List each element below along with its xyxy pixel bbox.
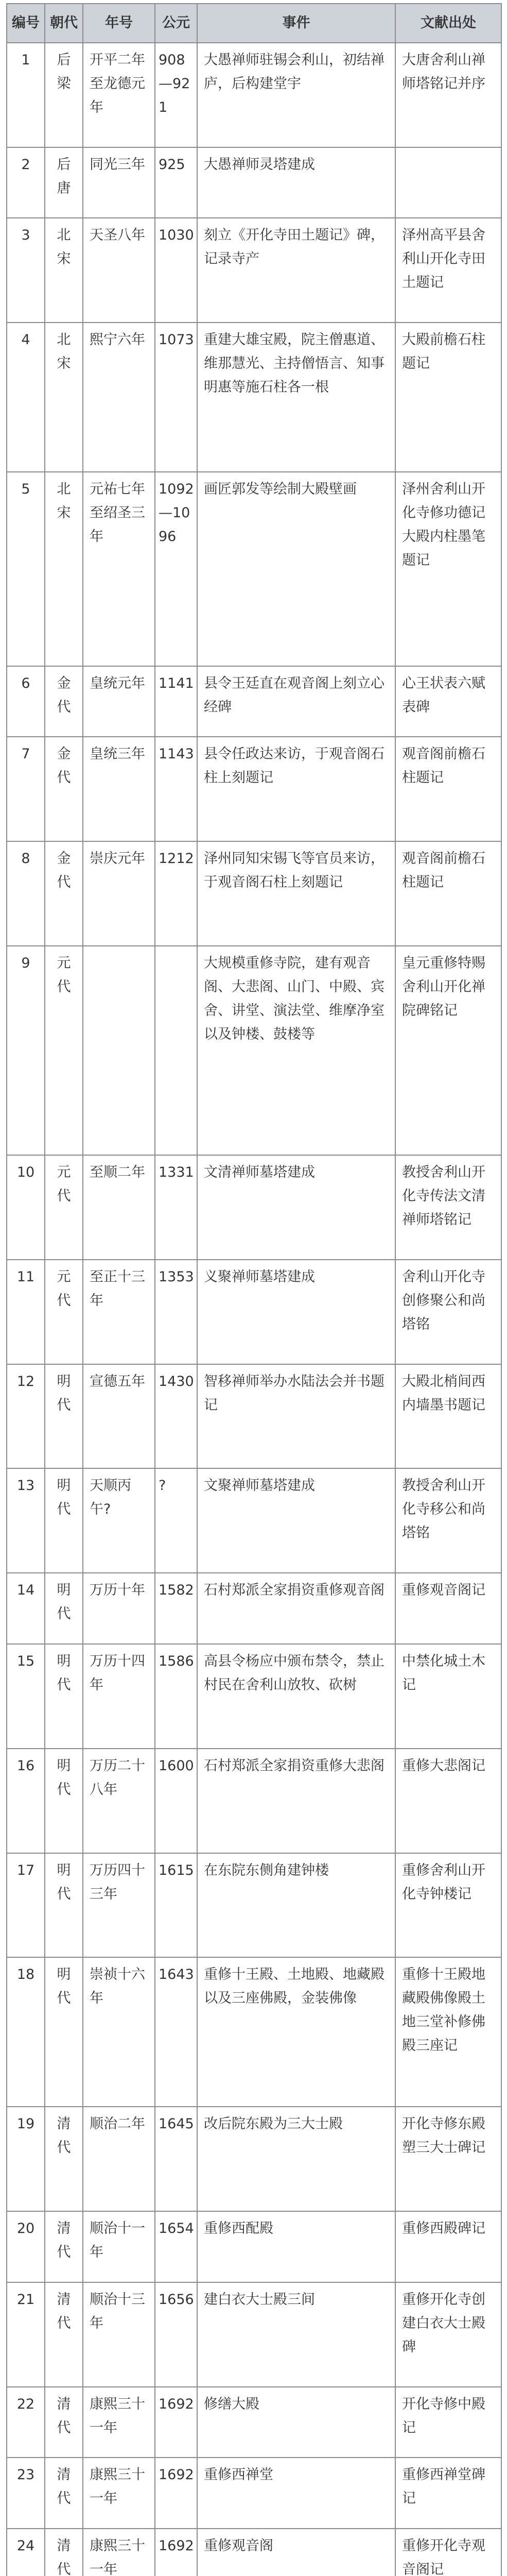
cell-dynasty: 明代 bbox=[45, 1573, 83, 1644]
cell-event: 文聚禅师墓塔建成 bbox=[197, 1468, 395, 1573]
cell-source: 教授舍利山开化寺移公和尚塔铭 bbox=[395, 1468, 501, 1573]
cell-source: 教授舍利山开化寺传法文清禅师塔铭记 bbox=[395, 1155, 501, 1260]
cell-dynasty: 明代 bbox=[45, 1468, 83, 1573]
table-row bbox=[7, 2529, 501, 2576]
cell-event: 县令王廷直在观音阁上刻立心经碑 bbox=[197, 666, 395, 737]
cell-year: 1073 bbox=[155, 323, 197, 472]
cell-era: 熙宁六年 bbox=[83, 323, 155, 472]
cell-source: 心王状表六赋表碑 bbox=[395, 666, 501, 737]
cell-era: 顺治十三年 bbox=[83, 2282, 155, 2387]
table-body bbox=[7, 43, 501, 2576]
cell-source: 重修西禅堂碑记 bbox=[395, 2458, 501, 2529]
cell-source: 舍利山开化寺创修聚公和尚塔铭 bbox=[395, 1260, 501, 1364]
table-row bbox=[7, 1853, 501, 1958]
cell-source: 重修十王殿地藏殿佛像殿土地三堂补修佛殿三座记 bbox=[395, 1957, 501, 2107]
cell-dynasty: 北宋 bbox=[45, 218, 83, 323]
cell-dynasty: 元代 bbox=[45, 1155, 83, 1260]
table-row bbox=[7, 1957, 501, 2107]
cell-no: 24 bbox=[7, 2529, 45, 2576]
cell-source: 观音阁前檐石柱题记 bbox=[395, 841, 501, 946]
table-row bbox=[7, 218, 501, 323]
cell-year: 1654 bbox=[155, 2211, 197, 2282]
cell-year: 925 bbox=[155, 147, 197, 218]
header-row bbox=[7, 4, 501, 43]
cell-event: 泽州同知宋锡飞等官员来访，于观音阁石柱上刻题记 bbox=[197, 841, 395, 946]
cell-dynasty: 金代 bbox=[45, 666, 83, 737]
header-dynasty: 朝代 bbox=[45, 4, 83, 43]
cell-era: 宣德五年 bbox=[83, 1364, 155, 1469]
cell-year: 1430 bbox=[155, 1364, 197, 1469]
table-row bbox=[7, 43, 501, 147]
cell-source: 重修开化寺创建白衣大士殿碑 bbox=[395, 2282, 501, 2387]
cell-year: 1643 bbox=[155, 1957, 197, 2107]
cell-no: 2 bbox=[7, 147, 45, 218]
cell-event: 修缮大殿 bbox=[197, 2387, 395, 2458]
table-row bbox=[7, 2387, 501, 2458]
table-row bbox=[7, 1644, 501, 1749]
cell-event: 重修西禅堂 bbox=[197, 2458, 395, 2529]
cell-source: 开化寺修中殿记 bbox=[395, 2387, 501, 2458]
cell-event: 智移禅师举办水陆法会并书题记 bbox=[197, 1364, 395, 1469]
cell-source: 重修西殿碑记 bbox=[395, 2211, 501, 2282]
cell-event: 石村郑派全家捐资重修观音阁 bbox=[197, 1573, 395, 1644]
cell-no: 13 bbox=[7, 1468, 45, 1573]
cell-dynasty: 金代 bbox=[45, 737, 83, 841]
table-row bbox=[7, 1573, 501, 1644]
cell-source: 中禁化城土木记 bbox=[395, 1644, 501, 1749]
cell-era: 皇统元年 bbox=[83, 666, 155, 737]
cell-event: 县令任政达来访，于观音阁石柱上刻题记 bbox=[197, 737, 395, 841]
cell-era: 万历四十三年 bbox=[83, 1853, 155, 1958]
cell-no: 15 bbox=[7, 1644, 45, 1749]
header-source: 文献出处 bbox=[395, 4, 501, 43]
cell-era: 康熙三十一年 bbox=[83, 2529, 155, 2576]
cell-dynasty: 清代 bbox=[45, 2458, 83, 2529]
cell-no: 5 bbox=[7, 472, 45, 666]
cell-no: 3 bbox=[7, 218, 45, 323]
cell-year: 1600 bbox=[155, 1749, 197, 1853]
table-row bbox=[7, 2458, 501, 2529]
table-row bbox=[7, 472, 501, 666]
cell-no: 19 bbox=[7, 2107, 45, 2211]
cell-year: 908—921 bbox=[155, 43, 197, 147]
cell-year: 1331 bbox=[155, 1155, 197, 1260]
cell-era: 天圣八年 bbox=[83, 218, 155, 323]
cell-year: 1582 bbox=[155, 1573, 197, 1644]
cell-era: 至顺二年 bbox=[83, 1155, 155, 1260]
cell-event: 在东院东侧角建钟楼 bbox=[197, 1853, 395, 1958]
table-row bbox=[7, 1155, 501, 1260]
cell-dynasty: 金代 bbox=[45, 841, 83, 946]
cell-source: 重修观音阁记 bbox=[395, 1573, 501, 1644]
cell-dynasty: 后唐 bbox=[45, 147, 83, 218]
cell-source: 重修开化寺观音阁记 bbox=[395, 2529, 501, 2576]
cell-no: 9 bbox=[7, 946, 45, 1155]
cell-era: 开平二年至龙德元年 bbox=[83, 43, 155, 147]
cell-source: 大殿前檐石柱题记 bbox=[395, 323, 501, 472]
table-row bbox=[7, 1364, 501, 1469]
cell-event: 改后院东殿为三大士殿 bbox=[197, 2107, 395, 2211]
cell-event: 重修西配殿 bbox=[197, 2211, 395, 2282]
cell-no: 17 bbox=[7, 1853, 45, 1958]
cell-no: 14 bbox=[7, 1573, 45, 1644]
cell-year: 1353 bbox=[155, 1260, 197, 1364]
cell-year: 1615 bbox=[155, 1853, 197, 1958]
cell-dynasty: 清代 bbox=[45, 2529, 83, 2576]
cell-event: 建白衣大士殿三间 bbox=[197, 2282, 395, 2387]
cell-dynasty: 元代 bbox=[45, 1260, 83, 1364]
cell-year: 1656 bbox=[155, 2282, 197, 2387]
cell-no: 12 bbox=[7, 1364, 45, 1469]
cell-year: 1645 bbox=[155, 2107, 197, 2211]
table-row bbox=[7, 737, 501, 841]
table-header bbox=[7, 4, 501, 43]
cell-event: 大愚禅师灵塔建成 bbox=[197, 147, 395, 218]
cell-no: 8 bbox=[7, 841, 45, 946]
cell-dynasty: 明代 bbox=[45, 1749, 83, 1853]
cell-era: 万历十年 bbox=[83, 1573, 155, 1644]
cell-dynasty: 清代 bbox=[45, 2107, 83, 2211]
cell-no: 7 bbox=[7, 737, 45, 841]
cell-source: 观音阁前檐石柱题记 bbox=[395, 737, 501, 841]
cell-era: 皇统三年 bbox=[83, 737, 155, 841]
cell-event: 画匠郭发等绘制大殿壁画 bbox=[197, 472, 395, 666]
cell-year: 1212 bbox=[155, 841, 197, 946]
cell-event: 重建大雄宝殿，院主僧惠道、维那慧光、主持僧悟言、知事明惠等施石柱各一根 bbox=[197, 323, 395, 472]
cell-era: 康熙三十一年 bbox=[83, 2387, 155, 2458]
cell-no: 11 bbox=[7, 1260, 45, 1364]
cell-event: 刻立《开化寺田土题记》碑，记录寺产 bbox=[197, 218, 395, 323]
cell-dynasty: 明代 bbox=[45, 1957, 83, 2107]
cell-era: 元祐七年至绍圣三年 bbox=[83, 472, 155, 666]
cell-dynasty: 北宋 bbox=[45, 323, 83, 472]
cell-no: 22 bbox=[7, 2387, 45, 2458]
cell-dynasty: 明代 bbox=[45, 1364, 83, 1469]
history-table bbox=[6, 3, 502, 2576]
table-row bbox=[7, 2282, 501, 2387]
cell-source: 泽州舍利山开化寺修功德记 大殿内柱墨笔题记 bbox=[395, 472, 501, 666]
header-no: 编号 bbox=[7, 4, 45, 43]
cell-source: 大殿北梢间西内墙墨书题记 bbox=[395, 1364, 501, 1469]
table-row bbox=[7, 323, 501, 472]
cell-source bbox=[395, 147, 501, 218]
cell-era: 顺治二年 bbox=[83, 2107, 155, 2211]
table-row bbox=[7, 1749, 501, 1853]
cell-era: 万历十四年 bbox=[83, 1644, 155, 1749]
header-year: 公元 bbox=[155, 4, 197, 43]
cell-year: 1143 bbox=[155, 737, 197, 841]
cell-dynasty: 元代 bbox=[45, 946, 83, 1155]
cell-era: 同光三年 bbox=[83, 147, 155, 218]
cell-event: 高县令杨应中颁布禁令，禁止村民在舍利山放牧、砍树 bbox=[197, 1644, 395, 1749]
cell-source: 重修舍利山开化寺钟楼记 bbox=[395, 1853, 501, 1958]
cell-event: 重修观音阁 bbox=[197, 2529, 395, 2576]
cell-year bbox=[155, 946, 197, 1155]
table-row bbox=[7, 1468, 501, 1573]
cell-dynasty: 清代 bbox=[45, 2387, 83, 2458]
cell-era: 至正十三年 bbox=[83, 1260, 155, 1364]
cell-event: 文清禅师墓塔建成 bbox=[197, 1155, 395, 1260]
cell-year: 1092—1096 bbox=[155, 472, 197, 666]
cell-no: 20 bbox=[7, 2211, 45, 2282]
table-row bbox=[7, 2107, 501, 2211]
cell-no: 18 bbox=[7, 1957, 45, 2107]
table-row bbox=[7, 666, 501, 737]
cell-event: 大愚禅师驻锡会利山，初结禅庐，后构建堂宇 bbox=[197, 43, 395, 147]
cell-event: 石村郑派全家捐资重修大悲阁 bbox=[197, 1749, 395, 1853]
table-row bbox=[7, 2211, 501, 2282]
cell-year: ? bbox=[155, 1468, 197, 1573]
cell-event: 义聚禅师墓塔建成 bbox=[197, 1260, 395, 1364]
table-row bbox=[7, 147, 501, 218]
cell-dynasty: 清代 bbox=[45, 2282, 83, 2387]
cell-no: 4 bbox=[7, 323, 45, 472]
cell-source: 皇元重修特赐舍利山开化禅院碑铭记 bbox=[395, 946, 501, 1155]
cell-source: 泽州高平县舍利山开化寺田土题记 bbox=[395, 218, 501, 323]
cell-source: 重修大悲阁记 bbox=[395, 1749, 501, 1853]
cell-year: 1692 bbox=[155, 2458, 197, 2529]
cell-no: 10 bbox=[7, 1155, 45, 1260]
cell-year: 1692 bbox=[155, 2529, 197, 2576]
table-row bbox=[7, 1260, 501, 1364]
cell-era: 顺治十一年 bbox=[83, 2211, 155, 2282]
cell-era: 崇庆元年 bbox=[83, 841, 155, 946]
cell-dynasty: 明代 bbox=[45, 1853, 83, 1958]
cell-event: 大规模重修寺院，建有观音阁、大悲阁、山门、中殿、宾舍、讲堂、演法堂、维摩净室以及钟楼、鼓楼等 bbox=[197, 946, 395, 1155]
cell-year: 1692 bbox=[155, 2387, 197, 2458]
header-event: 事件 bbox=[197, 4, 395, 43]
cell-no: 16 bbox=[7, 1749, 45, 1853]
cell-source: 开化寺修东殿塑三大士碑记 bbox=[395, 2107, 501, 2211]
cell-dynasty: 清代 bbox=[45, 2211, 83, 2282]
cell-year: 1030 bbox=[155, 218, 197, 323]
cell-source: 大唐舍利山禅师塔铭记并序 bbox=[395, 43, 501, 147]
cell-dynasty: 后梁 bbox=[45, 43, 83, 147]
cell-dynasty: 北宋 bbox=[45, 472, 83, 666]
cell-era: 万历二十八年 bbox=[83, 1749, 155, 1853]
table-row bbox=[7, 946, 501, 1155]
cell-dynasty: 明代 bbox=[45, 1644, 83, 1749]
cell-era: 崇祯十六年 bbox=[83, 1957, 155, 2107]
header-era: 年号 bbox=[83, 4, 155, 43]
cell-era: 康熙三十一年 bbox=[83, 2458, 155, 2529]
cell-no: 21 bbox=[7, 2282, 45, 2387]
cell-no: 23 bbox=[7, 2458, 45, 2529]
cell-no: 1 bbox=[7, 43, 45, 147]
cell-year: 1141 bbox=[155, 666, 197, 737]
cell-event: 重修十王殿、土地殿、地藏殿以及三座佛殿，金装佛像 bbox=[197, 1957, 395, 2107]
cell-era: 天顺丙午? bbox=[83, 1468, 155, 1573]
cell-year: 1586 bbox=[155, 1644, 197, 1749]
cell-era bbox=[83, 946, 155, 1155]
cell-no: 6 bbox=[7, 666, 45, 737]
table-row bbox=[7, 841, 501, 946]
